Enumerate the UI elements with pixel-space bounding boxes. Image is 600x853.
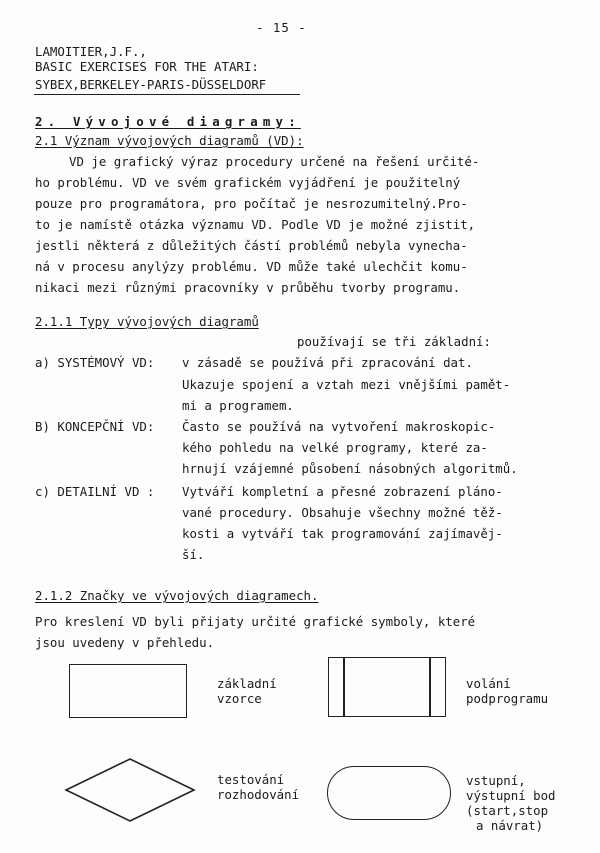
section-2-1-line: ná v procesu anylýzy problému. VD může také ulechčit komu- (35, 259, 468, 274)
section-2-1-line: ho problému. VD ve svém grafickém vyjádření je použitelný (35, 175, 461, 190)
page-number: - 15 - (256, 20, 307, 35)
type-desc-line: ší. (182, 547, 205, 562)
decision-diamond-symbol (64, 757, 196, 823)
section-2-1-2-line: Pro kreslení VD byli přijaty určité grafické symboly, které (35, 614, 476, 629)
process-rectangle-symbol (69, 664, 187, 718)
terminal-symbol-label: (start,stop (466, 803, 549, 818)
type-desc-line: Ukazuje spojení a vztah mezi vnějšími pamět- (182, 377, 511, 392)
terminal-symbol-label: vstupní, (466, 773, 526, 788)
reference-publisher: SYBEX,BERKELEY-PARIS-DÜSSELDORF (35, 77, 267, 92)
process-symbol-label: vzorce (217, 691, 262, 706)
section-2-1-line: VD je grafický výraz procedury určené na řešení určité- (69, 154, 480, 169)
type-desc-line: hrnují vzájemné působení násobných algoritmů. (182, 461, 518, 476)
type-desc-line: Často se používá na vytvoření makroskopic- (182, 419, 496, 434)
chapter-heading: 2. Vývojové diagramy: (35, 114, 301, 129)
decision-symbol-label: rozhodování (217, 787, 300, 802)
type-label-koncepcni: B) KONCEPČNÍ VD: (35, 419, 155, 434)
terminal-symbol (327, 766, 451, 820)
subroutine-left-bar (343, 658, 345, 716)
section-2-1-2-line: jsou uvedeny v přehledu. (35, 635, 215, 650)
decision-symbol-label: testování (217, 772, 285, 787)
subroutine-symbol-label: volání (466, 676, 511, 691)
type-desc-line: kého pohledu na velké programy, které za- (182, 440, 488, 455)
section-2-1-line: jestli některá z důležitých částí problémů nebyla vynecha- (35, 238, 468, 253)
section-2-1-2-heading: 2.1.2 Značky ve vývojových diagramech. (35, 588, 319, 603)
process-symbol-label: základní (217, 676, 277, 691)
type-label-systemovy: a) SYSTÉMOVÝ VD: (35, 355, 155, 370)
type-desc-line: kosti a vytváří tak programování zajímavěj- (182, 526, 503, 541)
section-2-1-line: pouze pro programátora, pro počítač je nesrozumitelný.Pro- (35, 196, 468, 211)
reference-author: LAMOITIER,J.F., (35, 44, 147, 59)
section-2-1-heading: 2.1 Význam vývojových diagramů (VD): (35, 133, 304, 148)
type-label-detailni: c) DETAILNÍ VD : (35, 484, 155, 499)
reference-underline (34, 94, 300, 95)
section-2-1-1-heading: 2.1.1 Typy vývojových diagramů (35, 314, 259, 329)
type-desc-line: Vytváří kompletní a přesné zobrazení pláno- (182, 484, 503, 499)
section-2-1-line: nikaci mezi různými pracovníky v průběhu tvorby programu. (35, 280, 461, 295)
subroutine-symbol-label: podprogramu (466, 691, 549, 706)
subroutine-symbol (328, 657, 446, 717)
section-2-1-line: to je namístě otázka významu VD. Podle VD je možné zjistit, (35, 217, 476, 232)
type-desc-line: v zásadě se používá při zpracování dat. (182, 355, 473, 370)
section-2-1-1-intro: používají se tři základní: (297, 334, 491, 349)
terminal-symbol-label: a návrat) (476, 818, 544, 833)
subroutine-right-bar (429, 658, 431, 716)
terminal-symbol-label: výstupní bod (466, 788, 556, 803)
type-desc-line: mi a programem. (182, 398, 294, 413)
reference-title: BASIC EXERCISES FOR THE ATARI: (35, 59, 259, 74)
type-desc-line: vané procedury. Obsahuje všechny možné těž- (182, 505, 503, 520)
